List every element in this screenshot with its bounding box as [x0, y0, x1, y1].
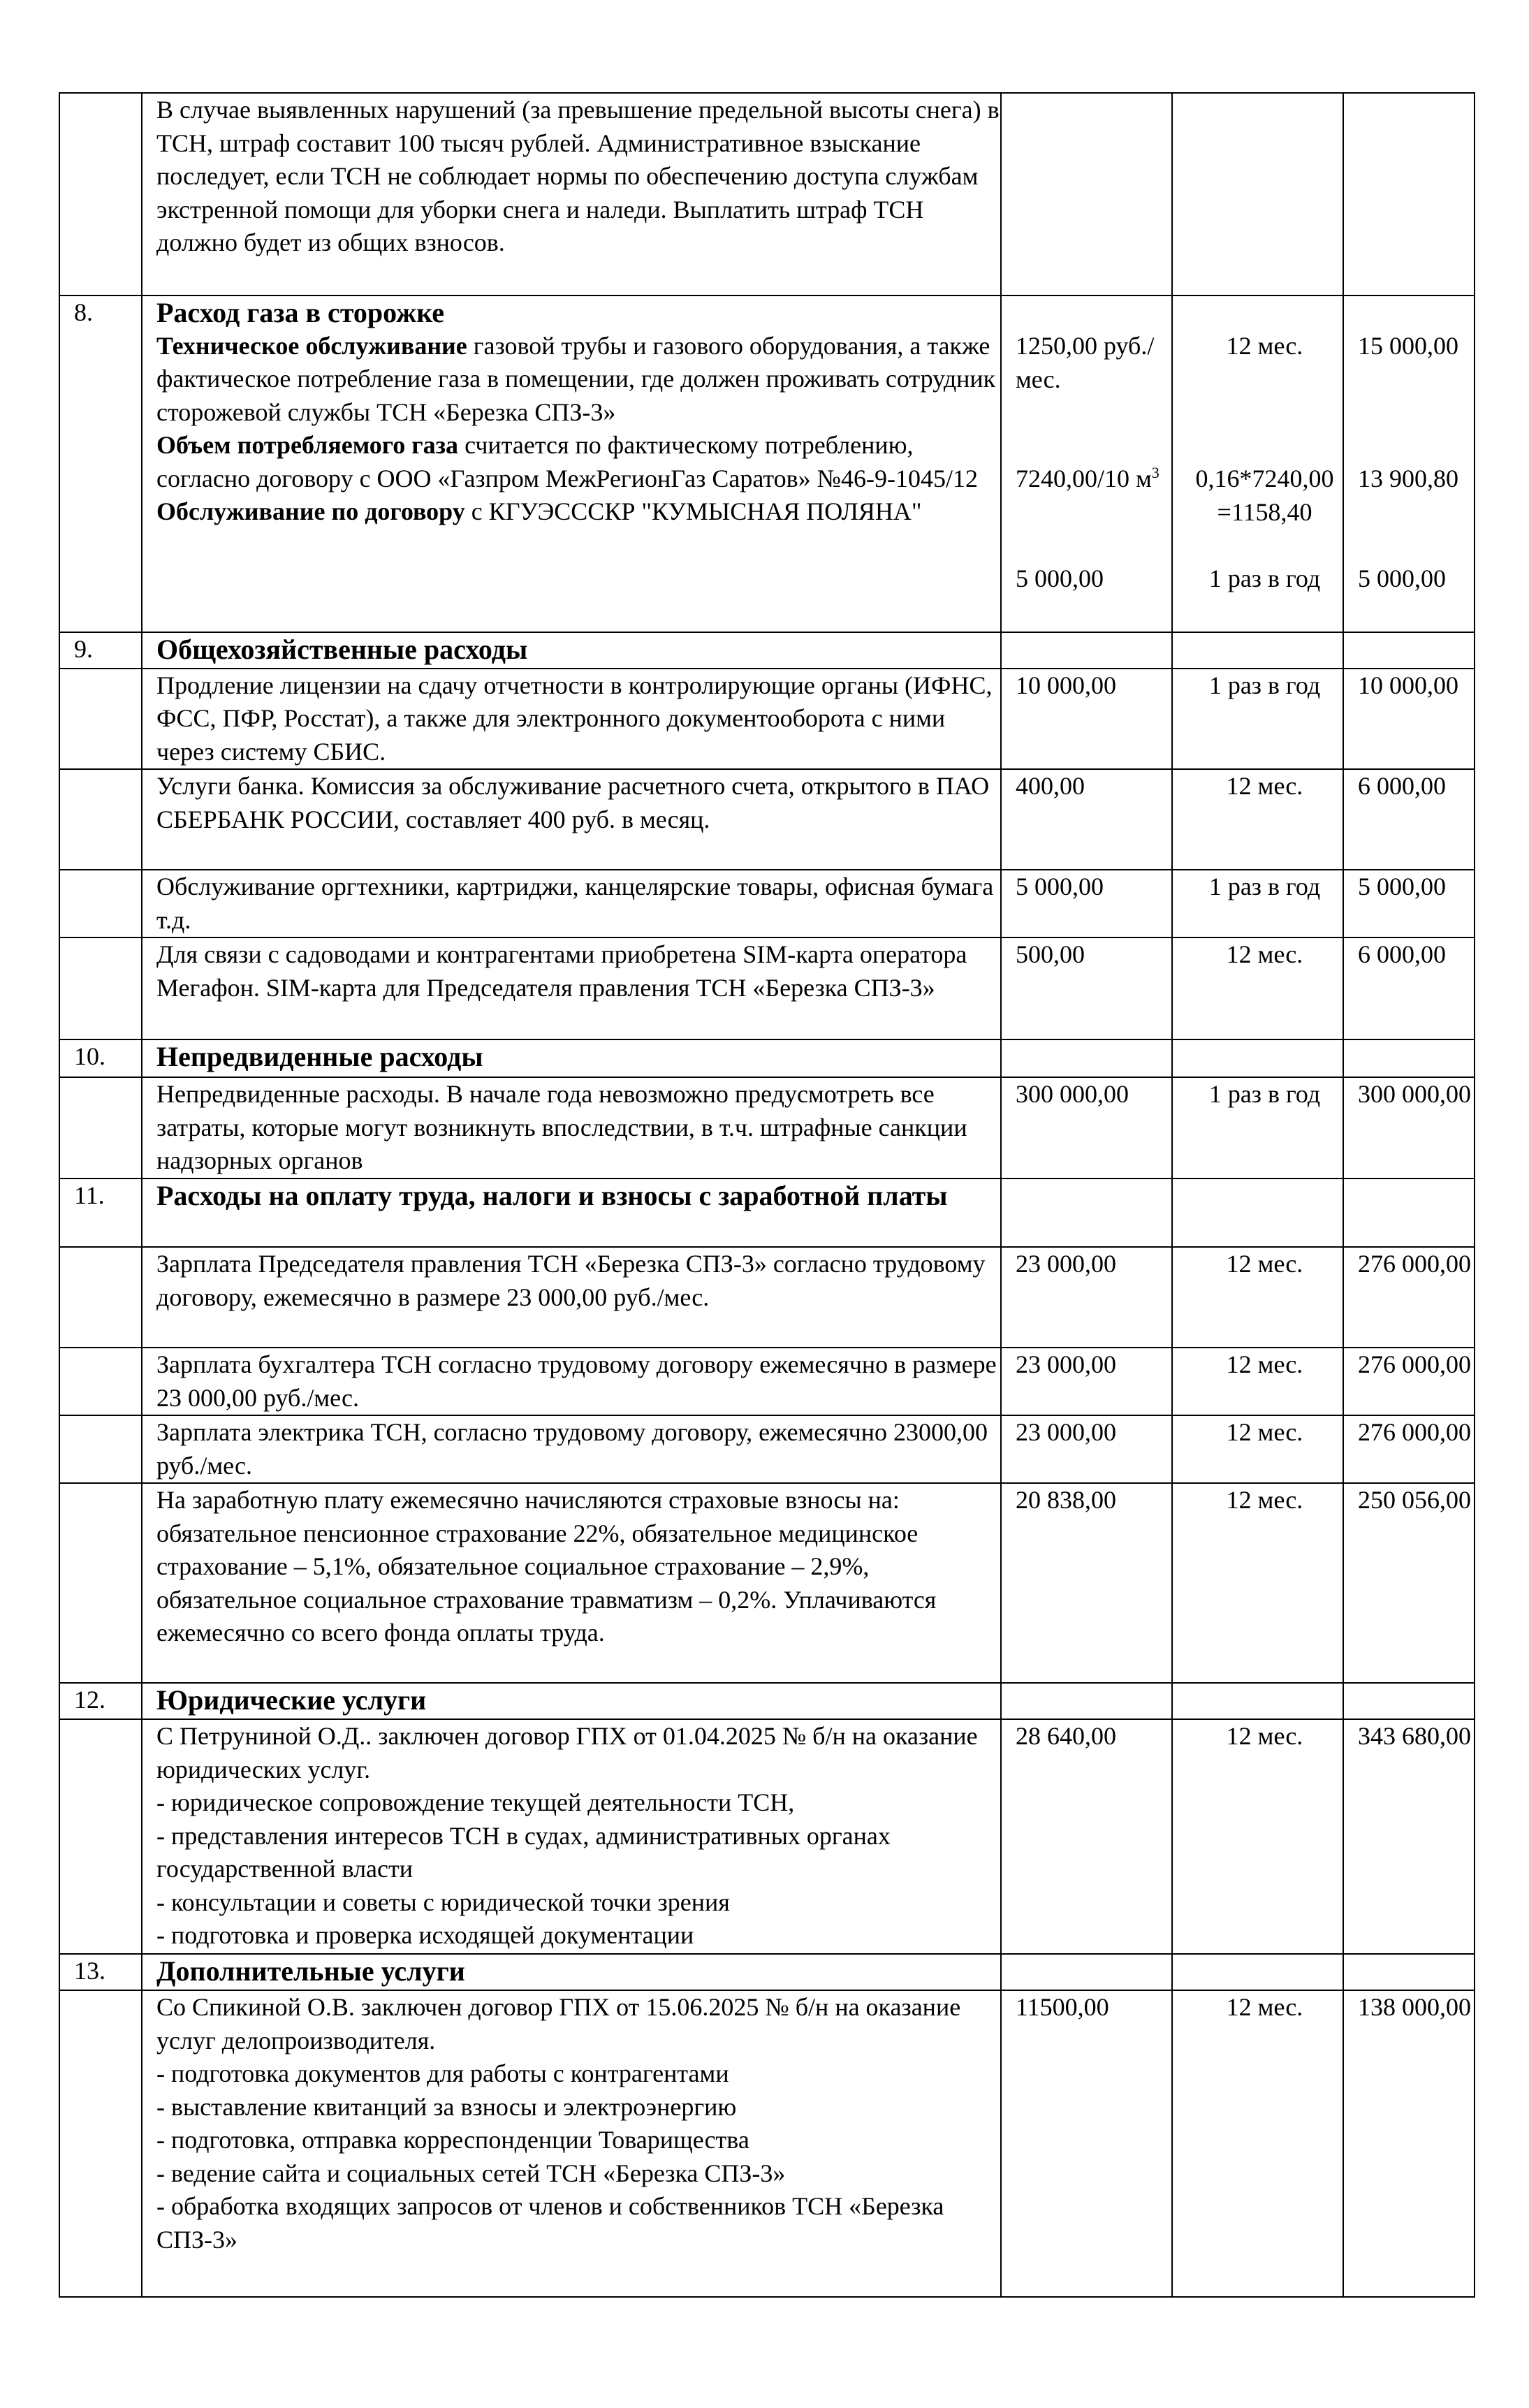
row-number — [59, 1415, 142, 1483]
row-price: 28 640,00 — [1001, 1719, 1172, 1954]
row-sum: 343 680,00 — [1343, 1719, 1475, 1954]
row-price — [1001, 1683, 1172, 1719]
row-price — [1001, 1954, 1172, 1990]
table-row — [59, 93, 1475, 295]
section-number: 8. — [59, 295, 142, 632]
row-description: Зарплата электрика ТСН, согласно трудовому договору, ежемесячно 23000,00 руб./мес. — [142, 1415, 1001, 1483]
row-price: 10 000,00 — [1001, 669, 1172, 770]
row-number — [59, 669, 142, 770]
row-number — [59, 870, 142, 937]
legal-line: - консультации и советы с юридической точки зрения — [156, 1888, 730, 1916]
section-number: 9. — [59, 632, 142, 669]
row-description: Непредвиденные расходы. В начале года невозможно предусмотреть все затраты, которые могут возникнуть впоследствии, в т.ч. штрафные санкции надзорных органов — [142, 1077, 1001, 1179]
row-number — [59, 1990, 142, 2297]
price-value: 7240,00/10 $м^3$ — [1016, 464, 1159, 492]
row-price: 20 838,00 — [1001, 1483, 1172, 1683]
row-price — [1001, 1179, 1172, 1247]
row-sum: 300 000,00 — [1343, 1077, 1475, 1179]
row-period: 1 раз в год — [1172, 669, 1343, 770]
row-description: Зарплата Председателя правления ТСН «Березка СПЗ-3» согласно трудовому договору, ежемесячно в размере 23 000,00 руб./мес. — [142, 1247, 1001, 1348]
section-number: 12. — [59, 1683, 142, 1719]
gas-volume-text: Объем потребляемого газа считается по фактическому потреблению, согласно договору с ООО «Газпром МежРегионГаз Саратов» №46-9-1045/12 — [156, 431, 978, 492]
row-description: Зарплата бухгалтера ТСН согласно трудовому договору ежемесячно в размере 23 000,00 руб./мес. — [142, 1348, 1001, 1415]
row-sum: 10 000,00 — [1343, 669, 1475, 770]
row-price: 500,00 — [1001, 937, 1172, 1039]
section-description — [142, 295, 1001, 632]
row-sum — [1343, 1039, 1475, 1077]
section-title: Общехозяйственные расходы — [142, 632, 1001, 669]
section-header-row — [59, 1683, 1475, 1719]
row-period: 12 мес. — [1172, 1719, 1343, 1954]
section-header-row — [59, 1179, 1475, 1247]
table-row — [59, 1247, 1475, 1348]
row-description: Для связи с садоводами и контрагентами приобретена SIM-карта оператора Мегафон. SIM-карта для Председателя правления ТСН «Березка СПЗ-3» — [142, 937, 1001, 1039]
row-number — [59, 769, 142, 870]
table-row — [59, 1415, 1475, 1483]
budget-table — [59, 92, 1475, 2298]
row-period — [1172, 1683, 1343, 1719]
row-description: На заработную плату ежемесячно начисляются страховые взносы на: обязательное пенсионное страхование 22%, обязательное медицинское страхование – 5,1%, обязательное социальное страхование – 2,9%, обязательное социальное страхование травматизм – 0,2%. Уплачиваются ежемесячно со всего фонда оплаты труда. — [142, 1483, 1001, 1683]
row-period: 12 мес. — [1172, 769, 1343, 870]
price-value: 5 000,00 — [1016, 564, 1104, 592]
legal-line: - представления интересов ТСН в судах, административных органах государственной власти — [156, 1821, 891, 1883]
row-period — [1172, 93, 1343, 295]
row-period — [1172, 1179, 1343, 1247]
row-price — [1001, 93, 1172, 295]
row-sum — [1343, 295, 1475, 632]
period-value: 0,16*7240,00=1158,40 — [1195, 465, 1334, 526]
row-price: 5 000,00 — [1001, 870, 1172, 937]
section-number: 10. — [59, 1039, 142, 1077]
table-row — [59, 937, 1475, 1039]
section-header-row — [59, 632, 1475, 669]
row-sum — [1343, 93, 1475, 295]
row-period — [1172, 1039, 1343, 1077]
row-price: 23 000,00 — [1001, 1348, 1172, 1415]
service-line: - ведение сайта и социальных сетей ТСН «Березка СПЗ-3» — [156, 2159, 786, 2187]
section-row — [59, 295, 1475, 632]
row-number — [59, 93, 142, 295]
section-header-row — [59, 1954, 1475, 1990]
row-price — [1001, 1039, 1172, 1077]
row-sum — [1343, 1683, 1475, 1719]
row-sum: 138 000,00 — [1343, 1990, 1475, 2297]
row-description: Продление лицензии на сдачу отчетности в контролирующие органы (ИФНС, ФСС, ПФР, Росстат), а также для электронного документооборота с ними через систему СБИС. — [142, 669, 1001, 770]
table-row — [59, 1077, 1475, 1179]
service-line: - выставление квитанций за взносы и электроэнергию — [156, 2092, 737, 2121]
row-price: 11500,00 — [1001, 1990, 1172, 2297]
section-title: Непредвиденные расходы — [142, 1039, 1001, 1077]
service-line: - обработка входящих запросов от членов и собственников ТСН «Березка СПЗ-3» — [156, 2192, 944, 2254]
row-sum — [1343, 1179, 1475, 1247]
service-line: - подготовка, отправка корреспонденции Товарищества — [156, 2126, 749, 2154]
row-period: 1 раз в год — [1172, 870, 1343, 937]
row-period: 12 мес. — [1172, 1483, 1343, 1683]
table-row — [59, 1348, 1475, 1415]
row-number — [59, 1247, 142, 1348]
period-value: 1 раз в год — [1208, 564, 1321, 592]
table-row — [59, 870, 1475, 937]
section-number: 13. — [59, 1954, 142, 1990]
row-period: 1 раз в год — [1172, 1077, 1343, 1179]
row-period: 12 мес. — [1172, 1990, 1343, 2297]
period-value: 12 мес. — [1226, 332, 1303, 360]
row-period: 12 мес. — [1172, 937, 1343, 1039]
row-description — [142, 93, 1001, 295]
row-period: 12 мес. — [1172, 1348, 1343, 1415]
price-value: 1250,00 руб./мес. — [1016, 332, 1155, 393]
row-sum: 250 056,00 — [1343, 1483, 1475, 1683]
sum-value: 15 000,00 — [1358, 332, 1458, 360]
row-period — [1172, 1954, 1343, 1990]
section-title: Дополнительные услуги — [142, 1954, 1001, 1990]
row-number — [59, 1077, 142, 1179]
row-sum — [1343, 632, 1475, 669]
table-row — [59, 769, 1475, 870]
service-line: Со Спикиной О.В. заключен договор ГПХ от 15.06.2025 № б/н на оказание услуг делопроизводителя. — [156, 1993, 961, 2055]
row-sum: 276 000,00 — [1343, 1348, 1475, 1415]
sum-value: 13 900,80 — [1358, 465, 1458, 492]
row-sum — [1343, 1954, 1475, 1990]
service-line: - подготовка документов для работы с контрагентами — [156, 2059, 729, 2087]
row-description: Обслуживание оргтехники, картриджи, канцелярские товары, офисная бумага т.д. — [142, 870, 1001, 937]
section-title: Юридические услуги — [142, 1683, 1001, 1719]
row-sum: 276 000,00 — [1343, 1415, 1475, 1483]
section-title: Расходы на оплату труда, налоги и взносы с заработной платы — [142, 1179, 1001, 1247]
row-price — [1001, 295, 1172, 632]
legal-line: - подготовка и проверка исходящей документации — [156, 1921, 694, 1949]
row-number — [59, 1483, 142, 1683]
table-row — [59, 1719, 1475, 1954]
section-header-row — [59, 1039, 1475, 1077]
row-price: 23 000,00 — [1001, 1247, 1172, 1348]
row-number — [59, 937, 142, 1039]
row-description — [142, 1719, 1001, 1954]
row-description: Услуги банка. Комиссия за обслуживание расчетного счета, открытого в ПАО СБЕРБАНК РОССИИ, составляет 400 руб. в месяц. — [142, 769, 1001, 870]
row-price — [1001, 632, 1172, 669]
legal-line: С Петруниной О.Д.. заключен договор ГПХ от 01.04.2025 № б/н на оказание юридических услуг. — [156, 1722, 978, 1783]
row-sum: 6 000,00 — [1343, 937, 1475, 1039]
row-period: 12 мес. — [1172, 1415, 1343, 1483]
gas-maintenance-text: Техническое обслуживание газовой трубы и газового оборудования, а также фактическое потребление газа в помещении, где должен проживать сотрудник сторожевой службы ТСН «Березка СПЗ-3» — [156, 331, 996, 426]
row-period — [1172, 295, 1343, 632]
section-title: Расход газа в сторожке — [156, 297, 444, 328]
legal-line: - юридическое сопровождение текущей деятельности ТСН, — [156, 1788, 795, 1816]
row-number — [59, 1348, 142, 1415]
row-price: 400,00 — [1001, 769, 1172, 870]
table-row — [59, 1483, 1475, 1683]
row-period — [1172, 632, 1343, 669]
row-period: 12 мес. — [1172, 1247, 1343, 1348]
row-sum: 5 000,00 — [1343, 870, 1475, 937]
row-description — [142, 1990, 1001, 2297]
table-row — [59, 669, 1475, 770]
row-price: 300 000,00 — [1001, 1077, 1172, 1179]
row-sum: 276 000,00 — [1343, 1247, 1475, 1348]
section-number: 11. — [59, 1179, 142, 1247]
row-number — [59, 1719, 142, 1954]
table-row — [59, 1990, 1475, 2297]
row-sum: 6 000,00 — [1343, 769, 1475, 870]
gas-contract-text: Обслуживание по договору с КГУЭСССКР "КУМЫСНАЯ ПОЛЯНА" — [156, 497, 922, 525]
row-price: 23 000,00 — [1001, 1415, 1172, 1483]
sum-value: 5 000,00 — [1358, 564, 1446, 592]
intro-text: В случае выявленных нарушений (за превышение предельной высоты снега) в ТСН, штраф составит 100 тысяч рублей. Административное взыскание последует, если ТСН не соблюдает нормы по обеспечению доступа службам экстренной помощи для уборки снега и наледи. Выплатить штраф ТСН должно будет из общих взносов. — [156, 96, 1000, 256]
